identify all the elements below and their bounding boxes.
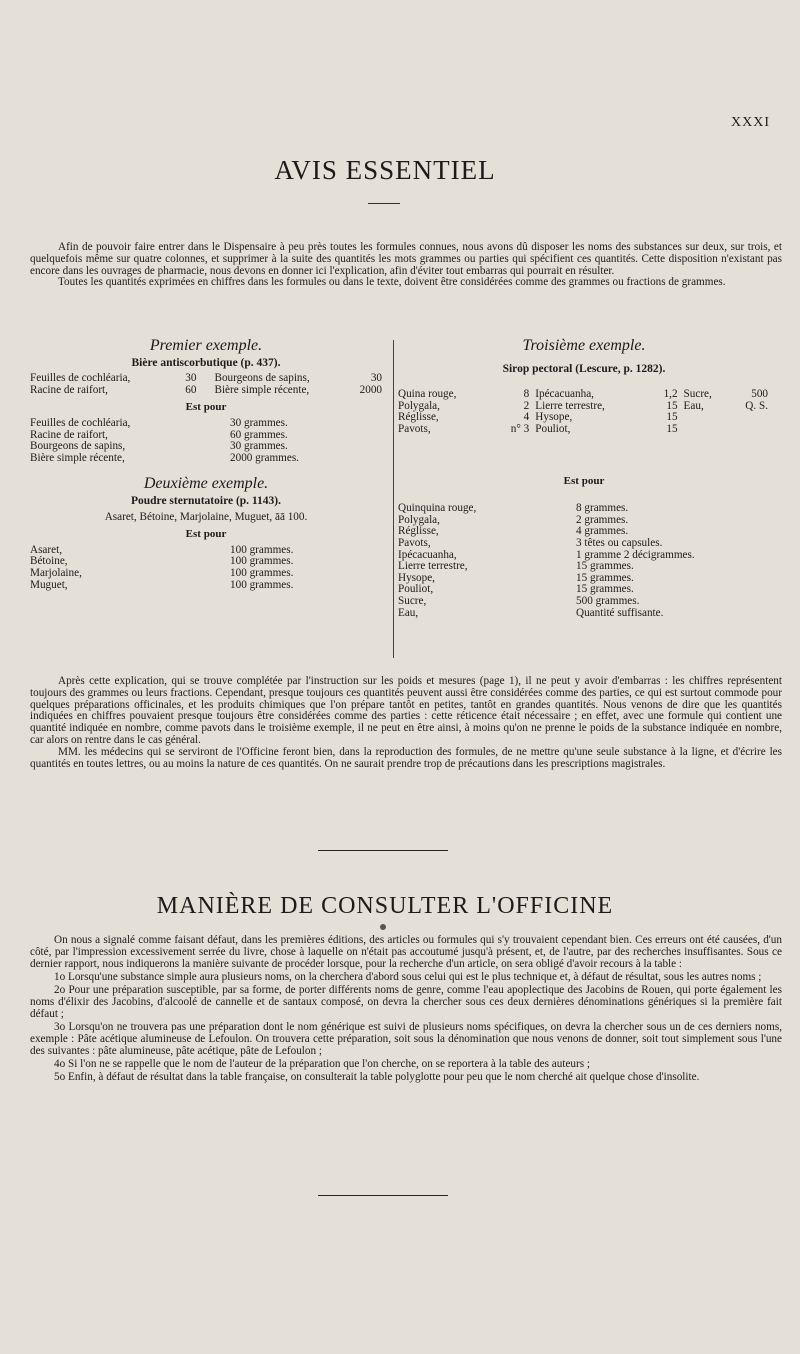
conversion-table xyxy=(30,418,350,464)
table-row xyxy=(30,580,350,592)
left-column xyxy=(30,337,382,591)
quantity: 2000 grammes. xyxy=(230,451,299,464)
ingredient: Racine de raifort, xyxy=(30,428,108,441)
quantity: 4 xyxy=(523,411,530,424)
quantity: 1 gramme 2 décigrammes. xyxy=(576,548,695,561)
table-row xyxy=(398,608,768,620)
list-item: 5o Enfin, à défaut de résultat dans la table française, on consulterait la table polyglotte pour peu que le nom cherché ait quelque chose d'insolite. xyxy=(54,1071,700,1083)
table-row xyxy=(30,441,350,453)
quantity: 100 grammes. xyxy=(230,543,294,556)
ingredient: Bière simple récente, xyxy=(214,383,310,396)
table-row xyxy=(30,568,350,580)
recipe-name: Sirop pectoral (Lescure, p. 1282). xyxy=(502,362,666,375)
section-title-maniere: MANIÈRE DE CONSULTER L'OFFICINE xyxy=(156,893,614,919)
ingredient: Sucre, xyxy=(398,594,427,607)
quantity: 100 grammes. xyxy=(230,566,294,579)
quantity: 2 grammes. xyxy=(576,513,629,526)
est-pour-label: Est pour xyxy=(563,474,605,487)
quantity: 8 grammes. xyxy=(576,502,629,515)
list-item: 3o Lorsqu'on ne trouvera pas une préparation dont le nom générique est suivi de plusieurs noms spécifiques, on devra la chercher sous un de ces derniers noms, exemple : Pâte acétique alumineuse de Lefoulon. On trouvera cette préparation, soit sous la dénomination que nous venons de donner, soit tout simplement sous l'une des suivantes : pâte alumineuse, pâte acétique, pâte de Lefoulon ; xyxy=(30,1021,782,1057)
quantity: n° 3 xyxy=(510,422,530,435)
ingredient: Pouliot, xyxy=(535,422,571,435)
ingredient: Asaret, xyxy=(30,543,62,556)
quantity: 30 grammes. xyxy=(230,440,288,453)
ingredient: Bourgeons de sapins, xyxy=(30,440,126,453)
ingredient: Eau, xyxy=(398,606,419,619)
ingredient: Réglisse, xyxy=(398,525,439,538)
quantity: 15 grammes. xyxy=(576,583,634,596)
ingredient: Racine de raifort, xyxy=(30,383,108,396)
quantity: 15 grammes. xyxy=(576,560,634,573)
quantity: 100 grammes. xyxy=(230,578,294,591)
est-pour-label: Est pour xyxy=(185,401,227,414)
quantity: 15 xyxy=(666,411,678,424)
maniere-text xyxy=(30,934,782,1084)
ingredient: Réglisse, xyxy=(398,411,439,424)
quantity: 2 xyxy=(523,399,530,412)
quantity xyxy=(730,412,768,424)
quantity: 15 grammes. xyxy=(576,571,634,584)
table-row xyxy=(30,545,350,557)
recipe-name: Poudre sternutatoire (p. 1143). xyxy=(130,494,282,507)
example-heading: Deuxième exemple. xyxy=(143,475,269,493)
example-heading: Premier exemple. xyxy=(149,337,263,354)
formula-table xyxy=(30,373,382,396)
quantity: 8 xyxy=(523,388,530,401)
formula-table xyxy=(398,389,768,435)
ingredient: Polygala, xyxy=(398,513,440,526)
list-item: 4o Si l'on ne se rappelle que le nom de l'auteur de la préparation que l'on cherche, on se reportera à la table des auteurs ; xyxy=(54,1058,591,1070)
ingredient: Muguet, xyxy=(30,578,68,591)
quantity: 60 xyxy=(185,383,197,396)
table-row xyxy=(398,561,768,573)
conversion-table xyxy=(398,503,768,619)
table-row xyxy=(398,538,768,550)
list-item: 2o Pour une préparation susceptible, par sa forme, de porter différents noms de genre, comme l'eau apoplectique des Jacobins de Rouen, qui porte également les noms d'élixir des Jacobins, d'alcoolé de cannelle et de santaux composé, on devra la chercher sous ces deux dernières dénominations génériques si la première fait défaut ; xyxy=(30,984,782,1020)
ingredient: Bétoine, xyxy=(30,555,68,568)
ingredient: Quinquina rouge, xyxy=(398,502,477,515)
ingredient: Polygala, xyxy=(398,399,440,412)
ingredient: Lierre terrestre, xyxy=(398,560,468,573)
table-row xyxy=(30,385,382,397)
page-number: XXXI xyxy=(731,115,770,130)
ingredient: Sucre, xyxy=(683,388,712,401)
title-rule xyxy=(368,203,400,204)
quantity: 30 xyxy=(370,372,382,385)
quantity: 2000 xyxy=(359,383,382,396)
ornament-dot xyxy=(380,924,386,930)
ingredient: Quina rouge, xyxy=(398,388,457,401)
table-row xyxy=(398,424,768,436)
section-title-avis: AVIS ESSENTIEL xyxy=(274,155,496,185)
ingredient: Ipécacuanha, xyxy=(535,388,594,401)
ingredient: Eau, xyxy=(683,399,704,412)
intro-paragraph: On nous a signalé comme faisant défaut, dans les premières éditions, des articles ou formules qui s'y trouvaient cependant bien. Ces erreurs ont été causées, d'un côté, par l'impression excessivement serrée du livre, chose à laquelle on n'était pas accoutumé jusqu'à présent, et, de l'autre, par des recherches insuffisantes. Sous ce dernier rapport, nous indiquerons la manière suivante de procéder lorsque, pour la recherche d'un article, on sera obligé d'avoir recours à la table : xyxy=(30,934,782,970)
after-paragraph: MM. les médecins qui se serviront de l'Officine feront bien, dans la reproduction des formules, de ne mettre qu'une seule substance à la ligne, et d'écrire les quantités en toutes lettres, ou au moins la nature de ces quantités. On ne saurait prendre trop de précautions dans les prescriptions magistrales. xyxy=(30,745,782,770)
ingredient: Hysope, xyxy=(535,411,573,424)
quantity: 15 xyxy=(666,422,678,435)
ingredient: Feuilles de cochléaria, xyxy=(30,372,131,385)
ingredient: Pavots, xyxy=(398,422,431,435)
section-divider xyxy=(318,850,448,851)
table-row xyxy=(398,401,768,413)
ingredient: Pavots, xyxy=(398,536,431,549)
intro-paragraph: Toutes les quantités exprimées en chiffres dans les formules ou dans le texte, doivent être considérées comme des grammes ou fractions de grammes. xyxy=(58,276,726,289)
ingredient: Pouliot, xyxy=(398,583,434,596)
avis-intro xyxy=(30,242,782,289)
quantity: 500 xyxy=(751,388,768,401)
list-item: 1o Lorsqu'une substance simple aura plusieurs noms, on la cherchera d'abord sous celui qui est le plus technique et, à défaut de résultat, sous les autres noms ; xyxy=(54,971,762,983)
quantity: Quantité suffisante. xyxy=(576,606,664,619)
ingredient: Bière simple récente, xyxy=(30,451,125,464)
ingredient: Lierre terrestre, xyxy=(535,399,605,412)
quantity: 100 grammes. xyxy=(230,555,294,568)
quantity: 30 xyxy=(185,372,197,385)
quantity: Q. S. xyxy=(745,399,768,412)
quantity xyxy=(730,424,768,436)
recipe-name: Bière antiscorbutique (p. 437). xyxy=(131,356,281,369)
ingredient: Bourgeons de sapins, xyxy=(214,372,310,385)
quantity: 4 grammes. xyxy=(576,525,629,538)
quantity: 500 grammes. xyxy=(576,594,640,607)
table-row xyxy=(30,453,350,465)
avis-after xyxy=(30,676,782,770)
quantity: 60 grammes. xyxy=(230,428,288,441)
end-rule xyxy=(318,1195,448,1196)
table-row xyxy=(398,503,768,515)
ingredient: Ipécacuanha, xyxy=(398,548,457,561)
conversion-table xyxy=(30,545,350,591)
column-divider xyxy=(393,340,394,658)
quantity: 15 xyxy=(666,399,678,412)
table-row xyxy=(30,418,350,430)
after-paragraph: Après cette explication, qui se trouve complétée par l'instruction sur les poids et mesures (page 1), il ne peut y avoir d'embarras : les chiffres représentent toujours des grammes ou leurs fractions. Cependant, presque toujours ces quantités peuvent aussi être considérées comme des parties, ce qui est surtout commode pour quelques préparations officinales, et les produits chimiques que l'on prépare tantôt en petites, tantôt en grandes quantités. Nous venons de dire que les quantités indiquées en chiffres pouvaient presque toujours être considérées comme des parties : cette réticence était nécessaire ; en effet, avec une formule qui contient une quantité indiquée en nombre, comme pavots dans le troisième exemple, il ne peut en être ainsi, à moins qu'on ne prenne le poids de la substance indiquée en nombre, car alors on rentre dans le cas général. xyxy=(30,675,782,746)
est-pour-label: Est pour xyxy=(185,528,227,541)
quantity: 30 grammes. xyxy=(230,416,288,429)
formula-line: Asaret, Bétoine, Marjolaine, Muguet, āā 100. xyxy=(104,510,308,523)
ingredient: Hysope, xyxy=(398,571,435,584)
table-row xyxy=(398,412,768,424)
ingredient: Marjolaine, xyxy=(30,566,82,579)
quantity: 1,2 xyxy=(663,388,678,401)
quantity: 3 têtes ou capsules. xyxy=(576,536,663,549)
intro-paragraph: Afin de pouvoir faire entrer dans le Dispensaire à peu près toutes les formules connues, nous avons dû disposer les noms des substances sur deux, sur trois, et quelquefois même sur quatre colonnes, et supprimer à la suite des quantités les mots grammes ou parties qui spécifient ces quantités. Cette disposition n'existant pas encore dans les ouvrages de pharmacie, nous devons en donner ici l'explication, afin d'éviter tout embarras qui pourrait en résulter. xyxy=(30,241,782,277)
table-row xyxy=(398,596,768,608)
example-heading: Troisième exemple. xyxy=(522,337,646,354)
ingredient: Feuilles de cochléaria, xyxy=(30,416,131,429)
ingredient xyxy=(684,412,731,424)
right-column xyxy=(398,337,770,619)
ingredient xyxy=(684,424,731,436)
